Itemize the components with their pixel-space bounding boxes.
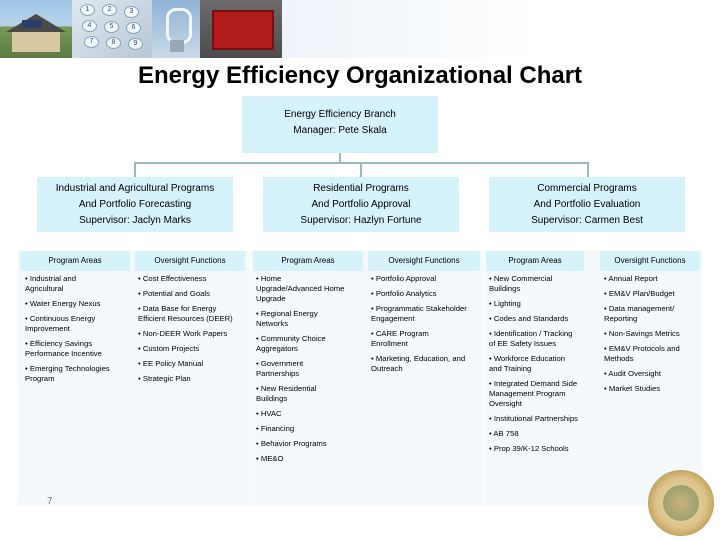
program-name: Industrial and Agricultural Programs	[55, 183, 215, 194]
list-item: • Water Energy Nexus	[25, 299, 101, 308]
program-name: Commercial Programs	[537, 183, 637, 194]
list-item: • AB 758	[489, 429, 519, 438]
industrial-program-areas	[25, 274, 115, 389]
list-item: • HVAC	[256, 409, 282, 418]
cfl-bulb-photo	[152, 0, 200, 58]
page-number: 7	[47, 496, 53, 507]
list-item: • Custom Projects	[138, 344, 200, 353]
list-item: • New Residential Buildings	[256, 384, 317, 403]
keypad-key: 4	[82, 20, 97, 32]
program-areas-header: Program Areas	[486, 251, 584, 271]
keypad-key: 9	[128, 38, 143, 50]
residential-oversight-functions	[371, 274, 467, 379]
branch-manager: Manager: Pete Skala	[293, 125, 387, 136]
list-item: • EM&V Plan/Budget	[604, 289, 675, 298]
list-item: • Identification / Tracking of EE Safety Issues	[489, 329, 573, 348]
connector-line	[360, 162, 362, 177]
list-item: • ME&O	[256, 454, 284, 463]
commercial-programs-box	[489, 177, 685, 232]
program-supervisor: Supervisor: Carmen Best	[531, 215, 643, 226]
list-item: • Workforce Education and Training	[489, 354, 566, 373]
industrial-oversight-functions	[138, 274, 238, 389]
equipment-box-shape	[212, 10, 274, 50]
seal-center-shape	[663, 485, 699, 521]
list-item: • Marketing, Education, and Outreach	[371, 354, 466, 373]
list-item: • Potential and Goals	[138, 289, 210, 298]
oversight-functions-header: Oversight Functions	[368, 251, 480, 271]
program-portfolio: And Portfolio Forecasting	[78, 199, 192, 210]
page-title: Energy Efficiency Organizational Chart	[137, 62, 583, 89]
connector-line	[587, 162, 589, 177]
thermostat-keypad-photo	[72, 0, 152, 58]
keypad-key: 6	[126, 22, 141, 34]
list-item: • CARE Program Enrollment	[371, 329, 429, 348]
program-supervisor: Supervisor: Hazlyn Fortune	[300, 215, 422, 226]
list-item: • Cost Effectiveness	[138, 274, 207, 283]
bulb-base-shape	[170, 40, 184, 52]
commercial-program-areas	[489, 274, 579, 459]
list-item: • Data Base for Energy Efficient Resources (DEER)	[138, 304, 233, 323]
list-item: • Institutional Partnerships	[489, 414, 579, 423]
state-seal-logo	[648, 470, 714, 536]
list-item: • Codes and Standards	[489, 314, 569, 323]
list-item: • New Commercial Buildings	[489, 274, 553, 293]
list-item: • Non-Savings Metrics	[604, 329, 680, 338]
list-item: • Community Choice Aggregators	[256, 334, 326, 353]
branch-name: Energy Efficiency Branch	[284, 109, 396, 120]
bulb-coil-shape	[166, 8, 192, 44]
list-item: • Market Studies	[604, 384, 661, 393]
program-areas-header: Program Areas	[253, 251, 363, 271]
program-areas-header: Program Areas	[20, 251, 130, 271]
oversight-functions-header: Oversight Functions	[135, 251, 245, 271]
list-item: • Audit Oversight	[604, 369, 661, 378]
house-wall-shape	[12, 32, 60, 52]
list-item: • Integrated Demand Side Management Program Oversight	[489, 379, 578, 408]
list-item: • EM&V Protocols and Methods	[604, 344, 680, 363]
red-equipment-photo	[200, 0, 282, 58]
oversight-functions-header: Oversight Functions	[600, 251, 700, 271]
list-item: • Financing	[256, 424, 295, 433]
list-item: • Emerging Technologies Program	[25, 364, 110, 383]
residential-program-areas	[256, 274, 348, 469]
industrial-programs-box	[37, 177, 233, 232]
list-item: • Efficiency Savings Performance Incentive	[25, 339, 102, 358]
list-item: • Non-DEER Work Papers	[138, 329, 228, 338]
list-item: • Behavior Programs	[256, 439, 327, 448]
program-portfolio: And Portfolio Evaluation	[533, 199, 641, 210]
list-item: • Portfolio Analytics	[371, 289, 437, 298]
program-portfolio: And Portfolio Approval	[311, 199, 411, 210]
list-item: • Prop 39/K-12 Schools	[489, 444, 569, 453]
list-item: • Strategic Plan	[138, 374, 191, 383]
list-item: • Data management/ Reporting	[604, 304, 675, 323]
residential-programs-box	[263, 177, 459, 232]
commercial-oversight-functions	[604, 274, 700, 399]
list-item: • Lighting	[489, 299, 521, 308]
keypad-key: 2	[102, 4, 117, 16]
list-item: • EE Policy Manual	[138, 359, 204, 368]
keypad-key: 8	[106, 37, 121, 49]
house-solar-photo	[0, 0, 72, 58]
list-item: • Industrial and Agricultural	[25, 274, 76, 293]
keypad-key: 7	[84, 36, 99, 48]
list-item: • Government Partnerships	[256, 359, 304, 378]
list-item: • Regional Energy Networks	[256, 309, 318, 328]
list-item: • Home Upgrade/Advanced Home Upgrade	[256, 274, 345, 303]
list-item: • Continuous Energy Improvement	[25, 314, 96, 333]
branch-manager-box	[242, 96, 438, 153]
keypad-key: 3	[124, 6, 139, 18]
connector-line	[134, 162, 136, 177]
keypad-key: 1	[80, 4, 95, 16]
list-item: • Annual Report	[604, 274, 658, 283]
program-name: Residential Programs	[313, 183, 409, 194]
program-supervisor: Supervisor: Jaclyn Marks	[79, 215, 191, 226]
list-item: • Portfolio Approval	[371, 274, 437, 283]
solar-panel-shape	[22, 20, 42, 28]
header-banner	[0, 0, 720, 58]
keypad-key: 5	[104, 21, 119, 33]
list-item: • Programmatic Stakeholder Engagement	[371, 304, 467, 323]
